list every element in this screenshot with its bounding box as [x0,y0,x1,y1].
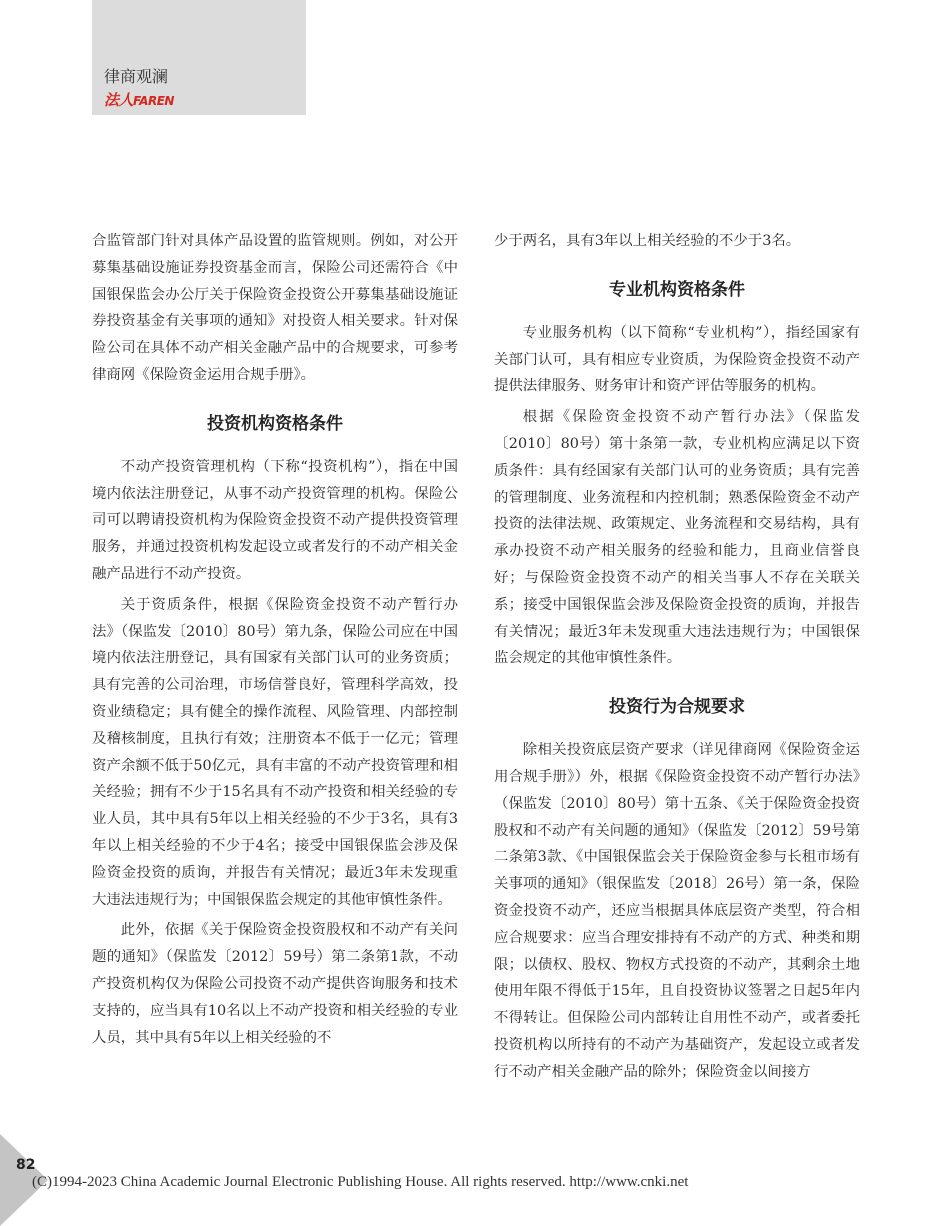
page-number: 82 [16,1157,36,1173]
brand-en: FAREN [133,94,174,108]
paragraph: 关于资质条件，根据《保险资金投资不动产暂行办法》（保监发〔2010〕80号）第九条，保险公司应在中国境内依法注册登记，具有国家有关部门认可的业务资质；具有完善的公司治理，市场信誉良好，管理科学高效，投资业绩稳定；具有健全的操作流程、风险管理、内部控制及稽核制度，且执行有效；注册资本不低于一亿元；管理资产余额不低于50亿元，具有丰富的不动产投资管理和相关经验；拥有不少于15名具有不动产投资和相关经验的专业人员，其中具有5年以上相关经验的不少于3名，具有3年以上相关经验的不少于4名；接受中国银保监会涉及保险资金投资的质询，并报告有关情况；最近3年未发现重大违法违规行为；中国银保监会规定的其他审慎性条件。 [92,596,458,908]
paragraph: 根据《保险资金投资不动产暂行办法》（保监发〔2010〕80号）第十条第一款，专业机构应满足以下资质条件：具有经国家有关部门认可的业务资质；具有完善的管理制度、业务流程和内控机制；熟悉保险资金不动产投资的法律法规、政策规定、业务流程和交易结构，具有承办投资不动产相关服务的经验和能力，且商业信誉良好；与保险资金投资不动产的相关当事人不存在关联关系；接受中国银保监会涉及保险资金投资的质询，并报告有关情况；最近3年未发现重大违法违规行为；中国银保监会规定的其他审慎性条件。 [494,409,860,667]
left-column [92,228,458,1051]
section-heading: 投资机构资格条件 [207,413,343,434]
section-heading: 专业机构资格条件 [609,279,745,300]
section-heading: 投资行为合规要求 [609,697,745,718]
paragraph: 除相关投资底层资产要求（详见律商网《保险资金运用合规手册》）外，根据《保险资金投资不动产暂行办法》（保监发〔2010〕80号）第十五条、《关于保险资金投资股权和不动产有关问题的通知》（保监发〔2012〕59号第二条第3款、《中国银保监会关于保险资金参与长租市场有关事项的通知》（银保监发〔2018〕26号）第一条，保险资金投资不动产，还应当根据具体底层资产类型，符合相应合规要求：应当合理安排持有不动产的方式、种类和期限；以债权、股权、物权方式投资的不动产，其剩余土地使用年限不得低于15年，且自投资协议签署之日起5年内不得转让。但保险公司内部转让自用性不动产，或者委托投资机构以所持有的不动产为基础资产，发起设立或者发行不动产相关金融产品的除外；保险资金以间接方 [494,742,860,1080]
paragraph: 专业服务机构（以下简称“专业机构”），指经国家有关部门认可，具有相应专业资质，为保险资金投资不动产提供法律服务、财务审计和资产评估等服务的机构。 [494,324,860,395]
copyright-line: (C)1994-2023 China Academic Journal Electronic Publishing House. All rights reserved. http://www.cnki.net [32,1174,689,1190]
paragraph: 不动产投资管理机构（下称“投资机构”），指在中国境内依法注册登记，从事不动产投资管理的机构。保险公司可以聘请投资机构为保险资金投资不动产提供投资管理服务，并通过投资机构发起设立或者发行的不动产相关金融产品进行不动产投资。 [92,458,458,582]
brand-logo [104,89,174,110]
right-column [494,228,860,1086]
section-label: 律商观澜 [104,67,169,86]
brand-cn: 法人 [104,91,134,109]
paragraph: 合监管部门针对具体产品设置的监管规则。例如，对公开募集基础设施证券投资基金而言，保险公司还需符合《中国银保监会办公厅关于保险资金投资公开募集基础设施证券投资基金有关事项的通知》对投资人相关要求。针对保险公司在具体不动产相关金融产品中的合规要求，可参考律商网《保险资金运用合规手册》。 [92,233,458,383]
paragraph: 少于两名，具有3年以上相关经验的不少于3名。 [494,233,801,249]
paragraph: 此外，依据《关于保险资金投资股权和不动产有关问题的通知》（保监发〔2012〕59号）第二条第1款，不动产投资机构仅为保险公司投资不动产提供咨询服务和技术支持的，应当具有10名以上不动产投资和相关经验的专业人员，其中具有5年以上相关经验的不 [92,922,458,1046]
